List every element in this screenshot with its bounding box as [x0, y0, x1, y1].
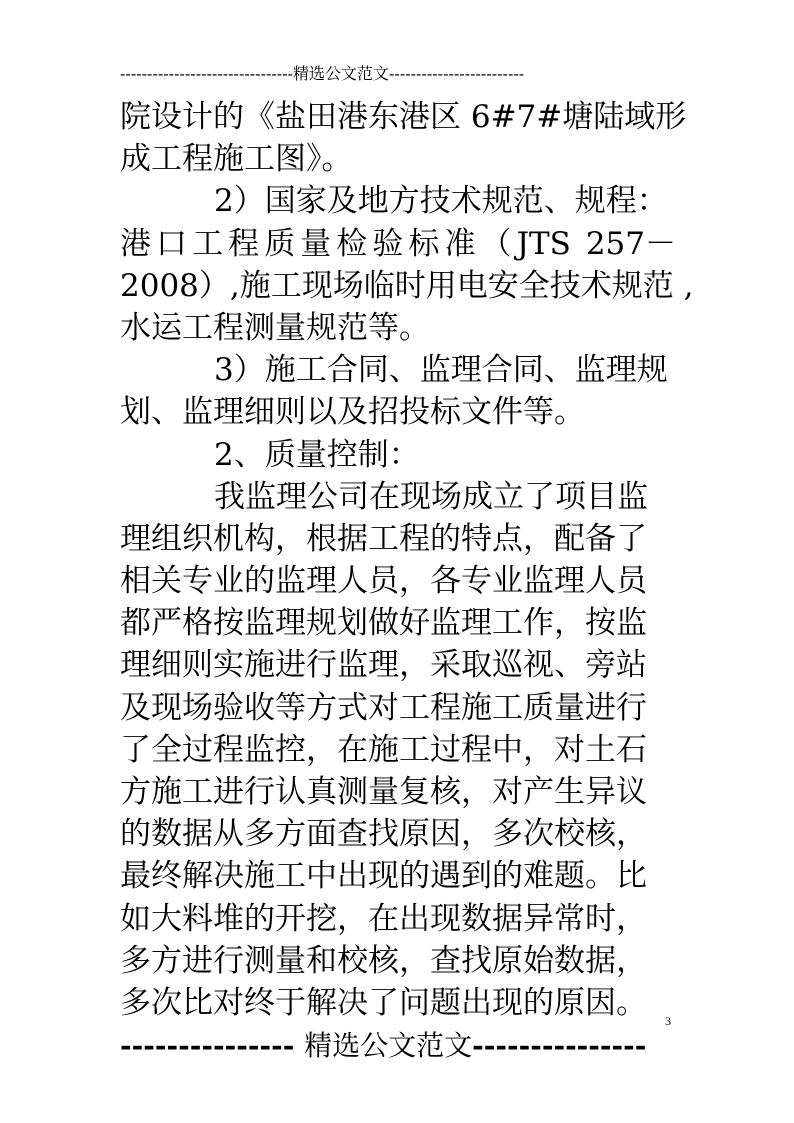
text-line: 如大料堆的开挖，在出现数据异常时， — [120, 900, 647, 937]
text-line: 最终解决施工中出现的遇到的难题。比 — [120, 858, 647, 895]
text-line: 相关专业的监理人员，各专业监理人员 — [120, 563, 647, 600]
text-line: 多次比对终于解决了问题出现的原因。 — [120, 984, 647, 1021]
text-line: 3）施工合同、监理合同、监理规 — [214, 352, 668, 389]
text-line: 理组织机构，根据工程的特点，配备了 — [120, 520, 647, 557]
text-line: 理细则实施进行监理，采取巡视、旁站 — [120, 647, 647, 684]
text-line: 都严格按监理规划做好监理工作，按监 — [120, 605, 647, 642]
page-header: --------------------------------精选公文范文------------------------- — [120, 64, 525, 83]
page-number: 3 — [665, 1014, 671, 1028]
text-line: 港口工程质量检验标准（JTS 257－ — [120, 225, 676, 262]
text-line: 方施工进行认真测量复核，对产生异议 — [120, 774, 647, 810]
text-line: 我监理公司在现场成立了项目监 — [214, 478, 648, 515]
page-footer — [120, 1026, 650, 1066]
text-line: 院设计的《盐田港东港区 6#7#塘陆域形 — [120, 99, 687, 135]
text-line: 2、质量控制： — [214, 436, 420, 473]
text-line: 水运工程测量规范等。 — [120, 309, 430, 346]
footer-left-dashes: --------------- — [120, 1029, 295, 1062]
text-line: 了全过程监控，在施工过程中，对土石 — [120, 731, 647, 768]
text-line: 及现场验收等方式对工程施工质量进行 — [120, 689, 647, 726]
footer-right-dashes: --------------- — [472, 1029, 647, 1062]
text-line: 的数据从多方面查找原因，多次校核， — [120, 816, 647, 853]
text-line: 2）国家及地方技术规范、规程： — [214, 183, 668, 220]
text-line: 划、监理细则以及招投标文件等。 — [120, 394, 585, 431]
text-line: 成工程施工图》。 — [120, 141, 353, 178]
text-line: 多方进行测量和校核，查找原始数据， — [120, 942, 647, 979]
document-body — [120, 96, 694, 1024]
text-line: 2008）,施工现场临时用电安全技术规范 , — [120, 267, 694, 304]
footer-label: 精选公文范文 — [304, 1029, 473, 1062]
